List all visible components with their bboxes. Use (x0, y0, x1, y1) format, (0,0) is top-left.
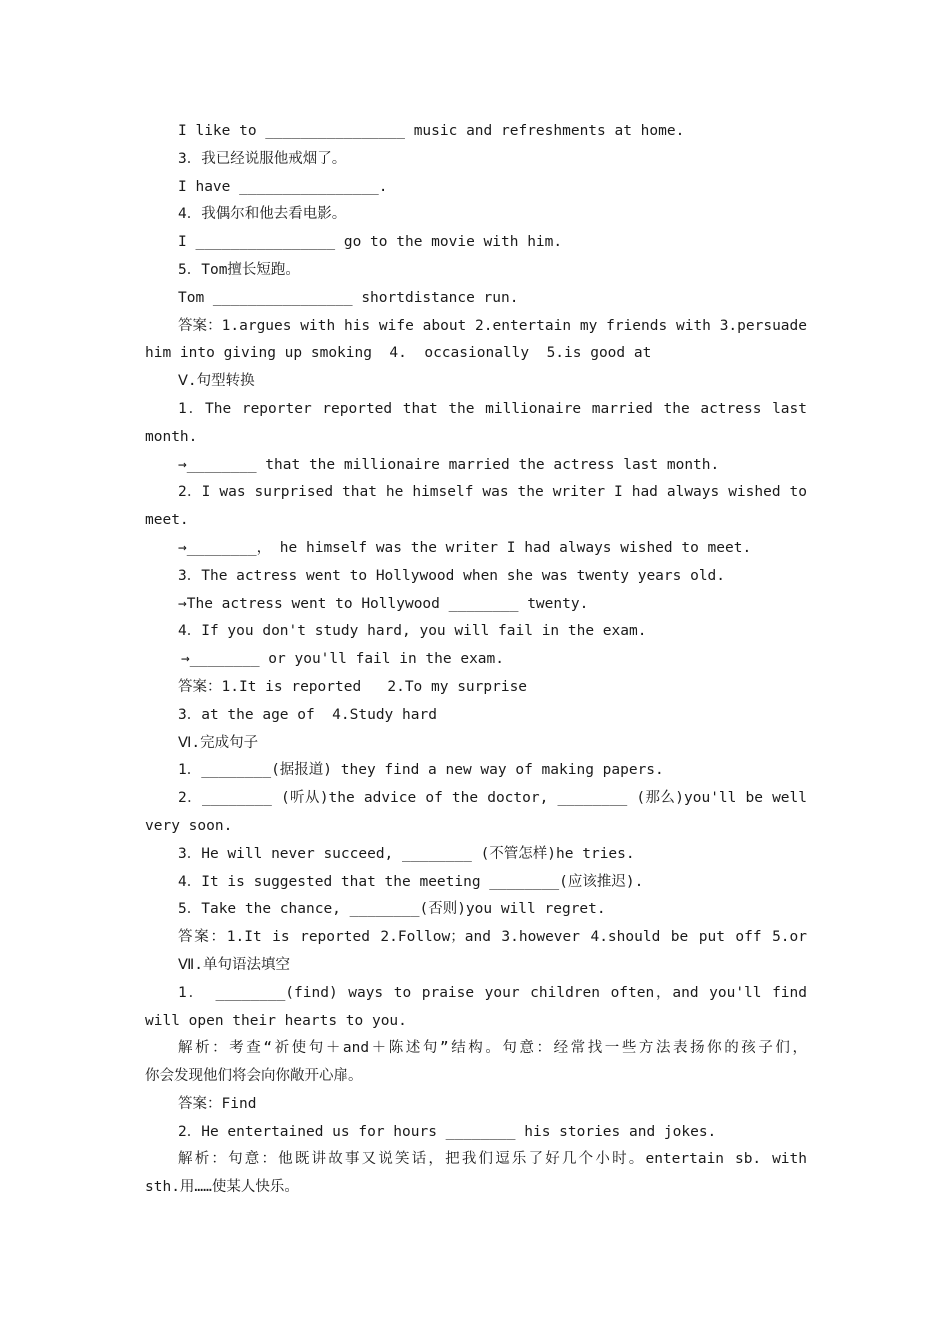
text-line: 答案：1.It is reported 2.To my surprise (178, 678, 528, 695)
text-line: 2．________ (听从)the advice of the doctor, ________ (那么)you'll be well (178, 790, 807, 807)
text-line: 5．Take the chance, ________(否则)you will regret. (178, 901, 606, 918)
text-line: 3．The actress went to Hollywood when she was twenty years old. (178, 567, 726, 584)
text-line: Ⅵ.完成句子 (178, 734, 259, 751)
text-line: 解析：句意：他既讲故事又说笑话，把我们逗乐了好几个小时。entertain sb. with (178, 1151, 807, 1168)
text-line: 4．It is suggested that the meeting ________(应该推迟). (178, 873, 644, 890)
text-line: 3．He will never succeed, ________ (不管怎样)he tries. (178, 845, 635, 862)
text-line: I have ________________. (178, 178, 388, 195)
document-body (145, 118, 807, 1202)
text-line: 解析：考查“祈使句＋and＋陈述句”结构。句意：经常找一些方法表扬你的孩子们， (178, 1040, 807, 1057)
text-line: will open their hearts to you. (145, 1012, 407, 1029)
text-line: 3．at the age of 4.Study hard (178, 706, 437, 723)
text-line: 答案：Find (178, 1095, 257, 1112)
text-line: meet. (145, 512, 189, 529)
text-line: 5．Tom擅长短跑。 (178, 261, 300, 278)
text-line: 1．________(据报道) they find a new way of making papers. (178, 762, 664, 779)
text-line: very soon. (145, 817, 233, 834)
text-line: Ⅴ.句型转换 (178, 373, 255, 390)
text-line: 2．I was surprised that he himself was the writer I had always wished to (178, 484, 807, 501)
text-line: 答案：1.argues with his wife about 2.entertain my friends with 3.persuade (178, 317, 807, 334)
text-line: month. (145, 428, 198, 445)
text-line: 你会发现他们将会向你敞开心扉。 (145, 1068, 363, 1085)
text-line: →________ that the millionaire married the actress last month. (178, 456, 720, 473)
text-line: sth.用……使某人快乐。 (145, 1179, 299, 1196)
text-line: him into giving up smoking 4. occasionally 5.is good at (145, 345, 652, 362)
text-line: →________ or you'll fail in the exam. (181, 651, 505, 668)
text-line: Tom ________________ shortdistance run. (178, 289, 519, 306)
text-line: I like to ________________ music and refreshments at home. (178, 123, 685, 139)
text-line: 2．He entertained us for hours ________ his stories and jokes. (178, 1123, 717, 1140)
text-line: 4．If you don't study hard, you will fail in the exam. (178, 623, 647, 640)
text-line: 3．我已经说服他戒烟了。 (178, 150, 347, 167)
text-line: 1． ________(find) ways to praise your children often，and you'll find (178, 984, 807, 1001)
text-line: 1．The reporter reported that the millionaire married the actress last (178, 400, 807, 417)
text-line: Ⅶ.单句语法填空 (178, 956, 290, 973)
text-line: 答案：1.It is reported 2.Follow；and 3.however 4.should be put off 5.or (178, 929, 807, 946)
text-line: 4．我偶尔和他去看电影。 (178, 206, 347, 223)
text-line: →The actress went to Hollywood ________ twenty. (178, 595, 589, 612)
text-line: I ________________ go to the movie with him. (178, 234, 563, 251)
text-line: →________， he himself was the writer I had always wished to meet. (178, 539, 752, 556)
